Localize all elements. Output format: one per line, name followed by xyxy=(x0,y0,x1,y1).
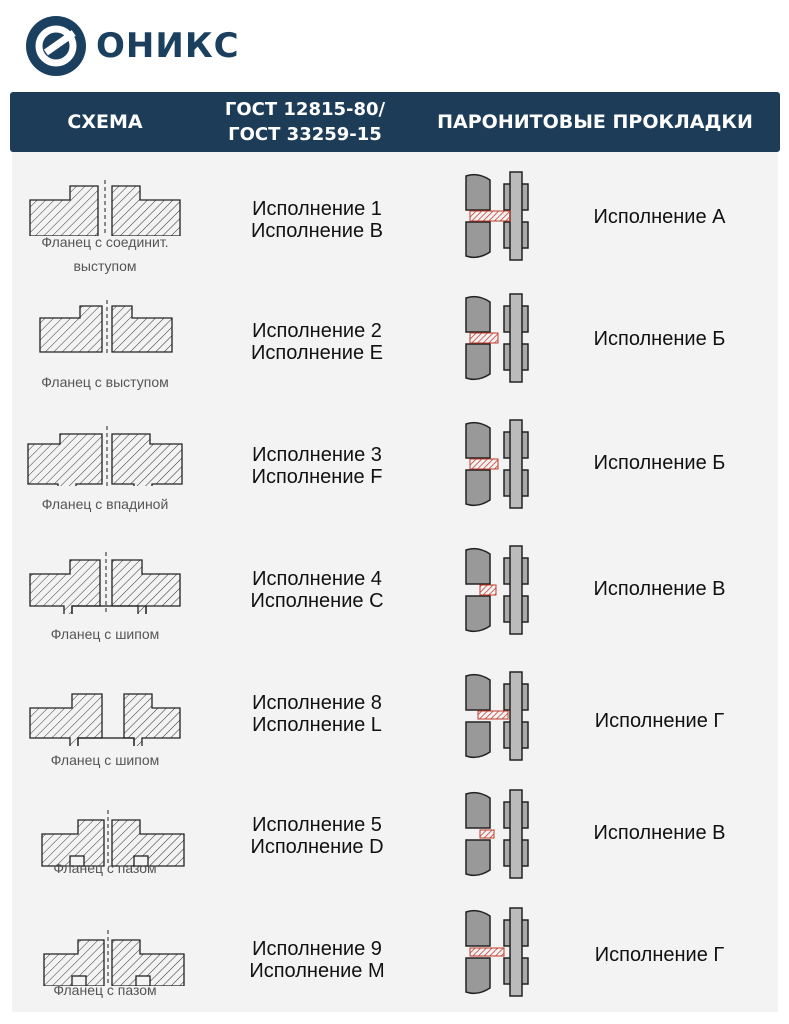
header-gost xyxy=(200,92,410,152)
header-gost-line1: ГОСТ 12815-80/ xyxy=(224,99,386,120)
gost-version-1: Исполнение 8 xyxy=(252,692,382,714)
flange-caption: Фланец с соединит. xyxy=(41,234,169,250)
flange-caption: Фланец с шипом xyxy=(50,626,160,642)
table-header xyxy=(10,92,780,152)
gost-version-1: Исполнение 4 xyxy=(252,568,382,590)
gost-version-1: Исполнение 1 xyxy=(252,198,382,220)
gost-version-2: Исполнение E xyxy=(251,342,383,364)
gasket-joint-icon xyxy=(460,292,540,384)
flange-scheme-icon xyxy=(20,416,190,486)
gost-version-1: Исполнение 3 xyxy=(252,444,382,466)
gasket-joint-icon xyxy=(460,170,540,262)
gost-version-2: Исполнение C xyxy=(250,590,384,612)
brand-name: ОНИКС xyxy=(96,26,240,66)
gasket-joint-icon xyxy=(460,670,540,762)
gost-version-1: Исполнение 2 xyxy=(252,320,382,342)
gost-version-2: Исполнение M xyxy=(249,960,385,982)
header-paronite: ПАРОНИТОВЫЕ ПРОКЛАДКИ xyxy=(437,111,753,133)
gost-version-2: Исполнение B xyxy=(251,220,383,242)
flange-caption: Фланец с пазом xyxy=(53,982,157,998)
gasket-joint-icon xyxy=(460,418,540,510)
gasket-joint-icon xyxy=(460,906,540,998)
header-gost-line2: ГОСТ 33259-15 xyxy=(228,124,382,145)
brand-logo xyxy=(24,14,240,78)
flange-caption-line2: выступом xyxy=(73,258,137,274)
flange-caption: Фланец с шипом xyxy=(50,752,160,768)
flange-scheme-icon xyxy=(20,676,190,746)
gost-version-1: Исполнение 5 xyxy=(252,814,382,836)
paronite-gasket-type: Исполнение Б xyxy=(593,452,726,474)
flange-scheme-icon xyxy=(20,166,190,236)
paronite-gasket-type: Исполнение Г xyxy=(594,944,725,966)
flange-caption: Фланец с пазом xyxy=(53,860,157,876)
table-body xyxy=(12,152,778,1012)
paronite-gasket-type: Исполнение В xyxy=(593,578,726,600)
flange-scheme-icon xyxy=(20,916,190,986)
paronite-gasket-type: Исполнение Г xyxy=(594,710,725,732)
gasket-joint-icon xyxy=(460,544,540,636)
gasket-joint-icon xyxy=(460,788,540,880)
flange-scheme-icon xyxy=(20,544,190,614)
onix-logo-icon xyxy=(24,14,88,78)
gost-version-2: Исполнение L xyxy=(252,714,382,736)
paronite-gasket-type: Исполнение В xyxy=(593,822,726,844)
gost-version-2: Исполнение F xyxy=(251,466,383,488)
flange-caption: Фланец с выступом xyxy=(41,374,169,390)
flange-caption: Фланец с впадиной xyxy=(41,496,169,512)
paronite-gasket-type: Исполнение Б xyxy=(593,328,726,350)
gost-version-2: Исполнение D xyxy=(250,836,384,858)
gost-version-1: Исполнение 9 xyxy=(252,938,382,960)
paronite-gasket-type: Исполнение А xyxy=(593,206,726,228)
header-scheme: СХЕМА xyxy=(67,111,143,133)
flange-scheme-icon xyxy=(20,292,190,362)
